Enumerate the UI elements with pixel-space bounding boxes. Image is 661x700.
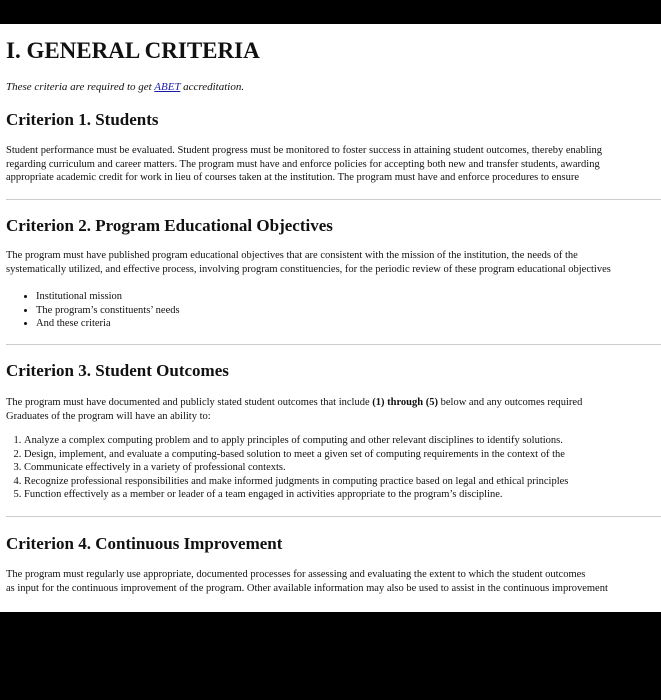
criterion-3-section bbox=[6, 361, 661, 502]
list-item: 1. Analyze a complex computing problem and to apply principles of computing and other relevant disciplines to identify solutions. bbox=[24, 434, 661, 448]
divider bbox=[6, 516, 661, 517]
criterion-2-line: The program must have published program educational objectives that are consistent with the mission of the institution, the needs of the bbox=[6, 250, 578, 261]
criterion-2-list bbox=[6, 290, 661, 331]
list-item: • Institutional mission bbox=[36, 290, 661, 304]
criterion-3-heading: Criterion 3. Student Outcomes bbox=[6, 361, 229, 380]
criterion-1-heading: Criterion 1. Students bbox=[6, 110, 159, 129]
list-item: • And these criteria bbox=[36, 317, 661, 331]
document-page bbox=[0, 24, 661, 612]
criterion-3-bold: through bbox=[387, 397, 424, 408]
abet-link[interactable]: ABET bbox=[154, 81, 181, 93]
criterion-4-heading: Criterion 4. Continuous Improvement bbox=[6, 534, 283, 553]
criterion-3-text: The program must have documented and publicly stated student outcomes that include bbox=[6, 397, 373, 408]
list-item: 4. Recognize professional responsibilities and make informed judgments in computing practice based on legal and ethical principles bbox=[24, 475, 661, 489]
criterion-4-line: as input for the continuous improvement of the program. Other available information may also be used to assist in the continuous improvement bbox=[6, 582, 608, 594]
divider bbox=[6, 199, 661, 200]
criterion-3-line bbox=[6, 396, 661, 410]
criterion-2-heading: Criterion 2. Program Educational Objectives bbox=[6, 216, 333, 235]
criterion-4-section bbox=[6, 534, 661, 595]
criterion-3-text: below and any outcomes required bbox=[438, 397, 583, 408]
criterion-1-line: Student performance must be evaluated. Student progress must be monitored to foster success in attaining student outcomes, thereby enabling bbox=[6, 145, 603, 156]
criterion-3-bold: (1) bbox=[372, 397, 385, 408]
criterion-3-line: Graduates of the program will have an ability to: bbox=[6, 410, 211, 422]
criterion-3-bold: (5) bbox=[425, 397, 438, 408]
criterion-1-section bbox=[6, 110, 661, 185]
outcomes-list bbox=[6, 434, 661, 502]
divider bbox=[6, 344, 661, 345]
criterion-4-line: The program must regularly use appropriate, documented processes for assessing and evaluating the extent to which the student outcomes bbox=[6, 569, 586, 580]
list-item: 3. Communicate effectively in a variety of professional contexts. bbox=[24, 461, 661, 475]
subtitle-text: These criteria are required to get bbox=[6, 81, 155, 93]
subtitle bbox=[6, 81, 244, 93]
criterion-2-section bbox=[6, 216, 661, 331]
criterion-1-line: appropriate academic credit for work in lieu of courses taken at the institution. The program must have and enforce procedures to ensure bbox=[6, 172, 580, 183]
subtitle-text-end: accreditation. bbox=[180, 81, 245, 93]
criterion-2-line: systematically utilized, and effective process, involving program constituencies, for the periodic review of these program educational objectives bbox=[6, 263, 611, 275]
page-title: I. GENERAL CRITERIA bbox=[6, 38, 260, 63]
list-item: • The program’s constituents’ needs bbox=[36, 304, 661, 318]
list-item: 5. Function effectively as a member or leader of a team engaged in activities appropriate to the program’s discipline. bbox=[24, 488, 661, 502]
criterion-1-line: regarding curriculum and career matters. The program must have and enforce policies for accepting both new and transfer students, awarding bbox=[6, 158, 600, 170]
list-item: 2. Design, implement, and evaluate a computing-based solution to meet a given set of computing requirements in the context of the bbox=[24, 448, 661, 462]
